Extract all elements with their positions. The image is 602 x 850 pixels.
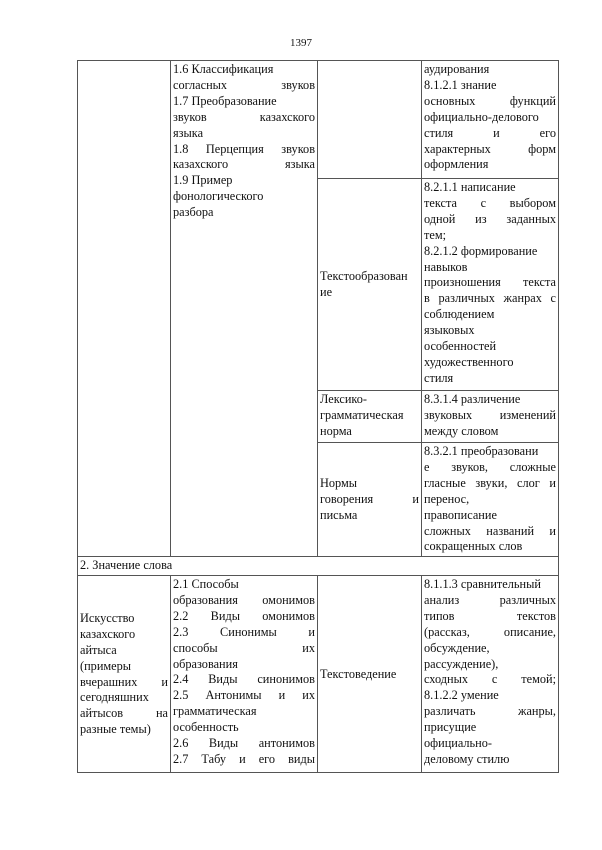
section-title: 2. Значение слова [80,558,173,572]
text-line: 2.6 Виды антонимов [173,736,315,751]
text-line: айтыса [80,642,117,657]
row1-sub3-objectives-cell [421,390,559,443]
text-line: 2.3 Синонимы и [173,624,315,639]
row1-sub2-objectives-cell [421,178,559,391]
text-line: Искусство [80,610,135,625]
skill-label-text-studies: Текстоведение [320,666,397,681]
text-line: 2.7 Табу и его виды [173,751,315,766]
text-line: рассуждение), [424,656,499,671]
text-line: 1.7 Преобразование [173,93,277,108]
text-line: в различных жанрах с [424,291,556,306]
text-line: типов текстов [424,608,556,623]
skill-label-text-formation [320,269,408,301]
text-line: навыков [424,259,468,274]
text-line: 1.8 Перцепция звуков [173,141,315,156]
text-line: произношения текста [424,275,556,290]
text-line: анализ различных [424,592,556,607]
text-line: языковых [424,323,475,338]
text-line: обсуждение, [424,640,490,655]
text-line: текста с выбором [424,195,556,210]
text-line: Лексико- [320,392,368,406]
text-line: 8.1.2.1 знание [424,77,497,92]
text-line: 8.2.1.2 формирование [424,243,538,258]
text-line: способы их [173,640,315,655]
text-line: сложных названий и [424,523,556,538]
text-line: фонологического [173,189,264,204]
text-line: грамматическая [320,407,404,422]
text-line: основных функций [424,93,556,108]
curriculum-table [77,60,559,773]
text-line: айтысов на [80,706,168,721]
row1-subtopics-cell [170,60,318,557]
text-line: грамматическая [173,704,257,719]
row2-objectives-cell [421,575,559,773]
row1-sub4-objectives-cell [421,442,559,557]
text-line: 8.3.1.4 различение [424,392,521,406]
row2-skill-cell [317,575,422,773]
text-line: деловому стилю [424,751,510,766]
text-line: языка [173,125,204,140]
text-line: характерных форм [424,141,556,156]
text-line: между словом [424,423,499,438]
text-line: 8.1.2.2 умение [424,688,499,703]
text-line: присущие [424,720,477,735]
text-line: перенос, [424,491,470,506]
text-line: сокращенных слов [424,539,523,554]
row1-sub1-skill-cell [317,60,422,179]
text-line: особенностей [424,339,497,354]
row2-topic-cell [77,575,171,773]
text-line: официально- [424,736,492,751]
text-line: 8.1.1.3 сравнительный [424,577,541,591]
text-line: письма [320,507,358,522]
text-line: официально-делового [424,109,539,124]
row2-subtopics-cell [170,575,318,773]
text-line: тем; [424,227,447,242]
text-line: норма [320,423,352,438]
text-line: Нормы [320,476,358,491]
row1-sub3-skill-cell [317,390,422,443]
text-line: гласные звуки, слог и [424,475,556,490]
text-line: одной из заданных [424,211,556,226]
text-line: 2.4 Виды синонимов [173,672,315,687]
section-header-row [77,556,559,576]
text-line: (примеры [80,658,132,673]
text-line: оформления [424,157,489,172]
text-line: вчерашних и [80,674,168,689]
text-line: (рассказ, описание, [424,624,556,639]
text-line: сходных с темой; [424,672,556,687]
row1-sub2-skill-cell [317,178,422,391]
text-line: 2.2 Виды омонимов [173,608,315,623]
text-line: казахского языка [173,157,315,172]
text-line: разные темы) [80,722,151,737]
page-number: 1397 [290,37,312,49]
text-line: различать жанры, [424,704,556,719]
text-line: особенность [173,720,239,735]
text-line: е звуков, сложные [424,459,556,474]
text-line: стиля и его [424,125,556,140]
text-line: образования [173,656,238,671]
text-line: образования омонимов [173,592,315,607]
text-line: художественного [424,354,514,369]
skill-label-speech-writing-norms [320,476,419,524]
text-line: ие [320,285,333,299]
topic-text [80,611,168,738]
text-line: звуков казахского [173,109,315,124]
text-line: 1.6 Классификация [173,62,274,76]
skill-label-lexico-grammatical [320,392,419,440]
text-line: согласных звуков [173,77,315,92]
text-line: говорения и [320,492,419,507]
text-line: правописание [424,507,497,522]
text-line: аудирования [424,62,490,76]
row1-sub1-objectives-cell [421,60,559,179]
text-line: звуковых изменений [424,407,556,422]
text-line: 2.1 Способы [173,577,239,591]
text-line: Текстообразован [320,269,408,284]
text-line: соблюдением [424,307,495,322]
text-line: 1.9 Пример [173,173,233,188]
row1-topic-cell [77,60,171,557]
text-line: стиля [424,370,454,385]
text-line: 8.2.1.1 написание [424,180,516,194]
text-line: 2.5 Антонимы и их [173,688,315,703]
text-line: сегодняшних [80,690,149,705]
text-line: казахского [80,626,136,641]
text-line: 8.3.2.1 преобразовани [424,444,539,458]
row1-sub4-skill-cell [317,442,422,557]
text-line: разбора [173,205,214,220]
